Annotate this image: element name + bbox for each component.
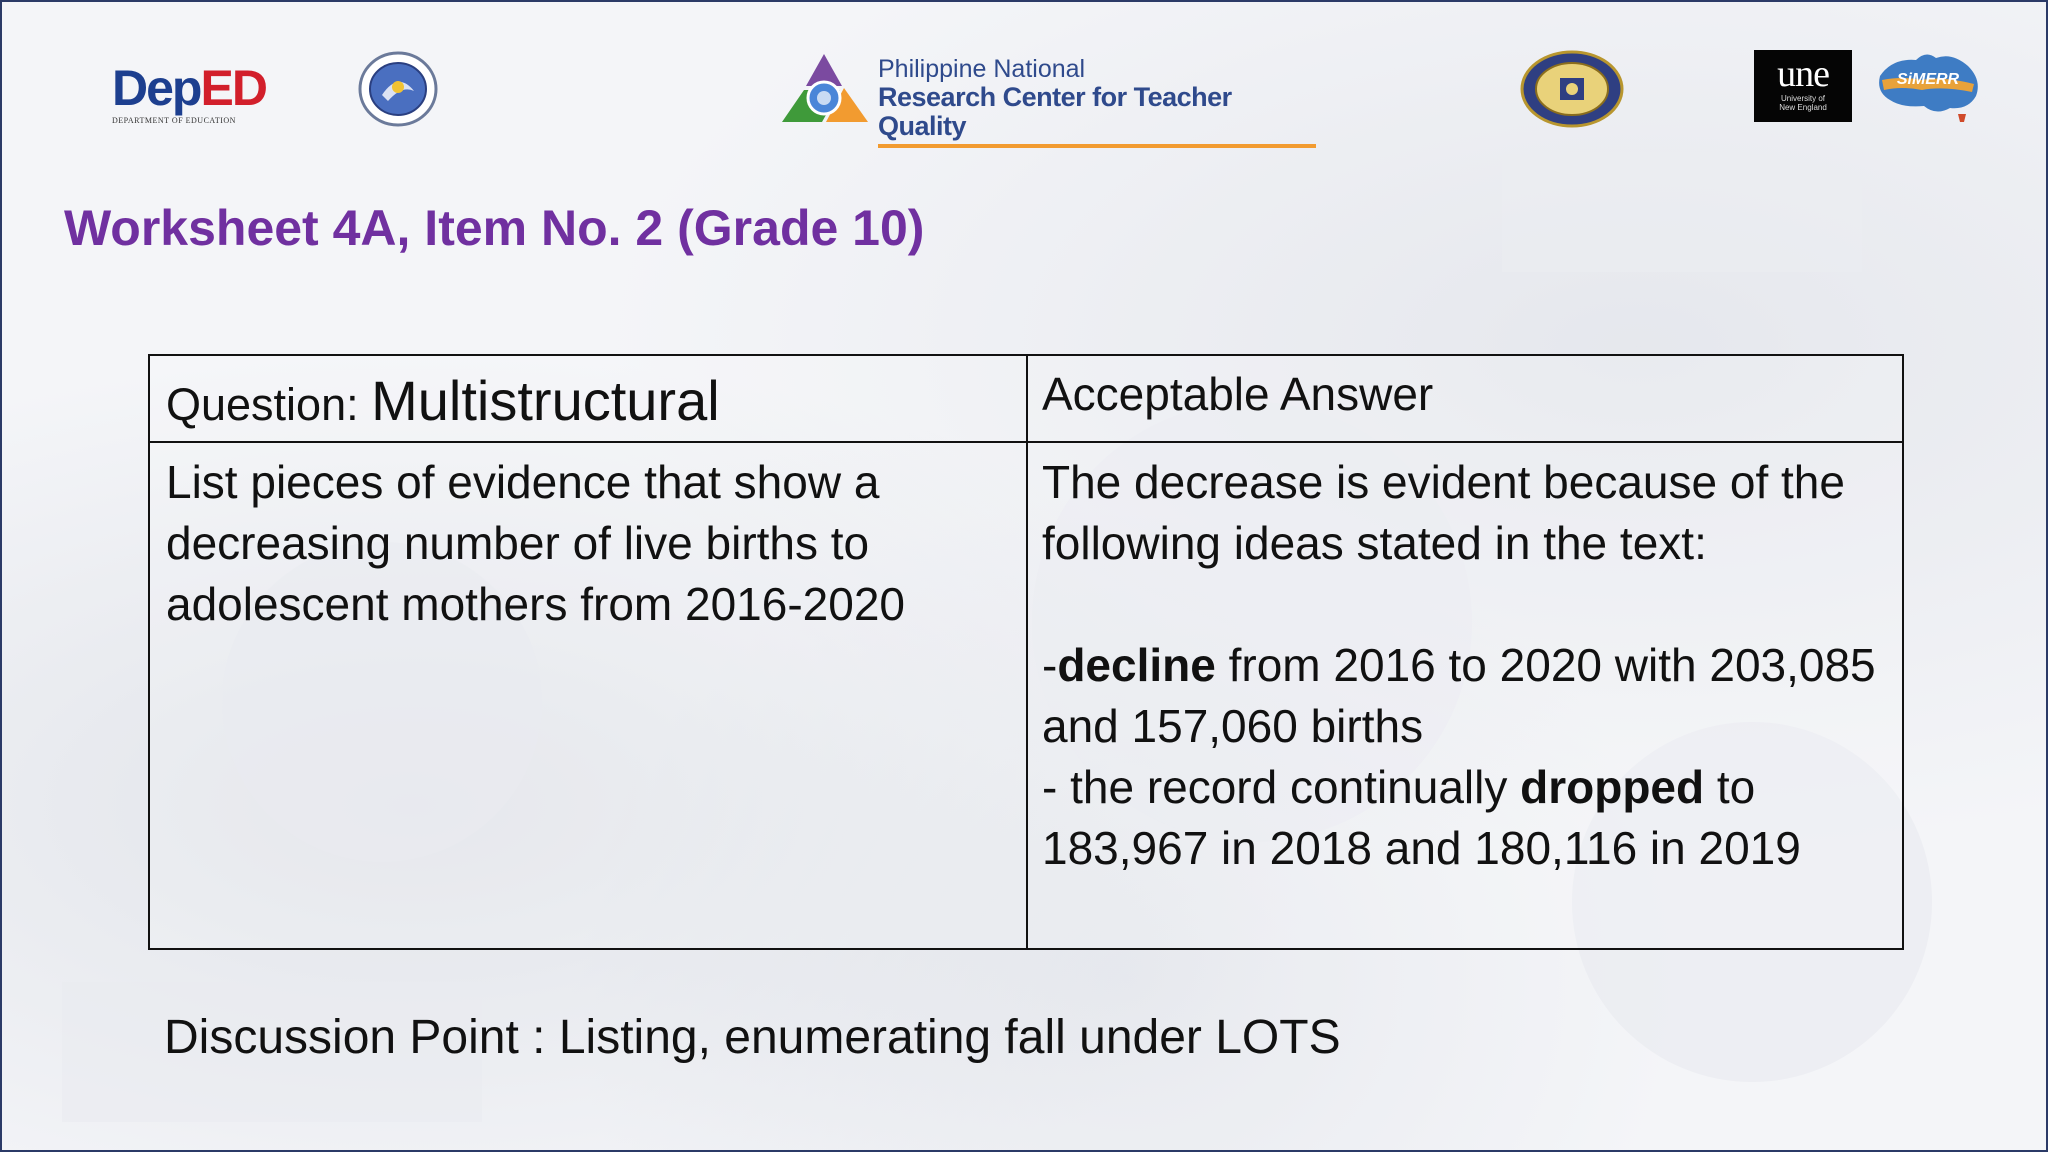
slide-title: Worksheet 4A, Item No. 2 (Grade 10) xyxy=(64,200,925,256)
discussion-point: Discussion Point : Listing, enumerating fall under LOTS xyxy=(164,1011,1341,1064)
simerr-australia-logo-icon xyxy=(1872,46,1984,126)
question-text: List pieces of evidence that show a decreasing number of live births to adolescent mothers from 2016-2020 xyxy=(166,456,905,630)
university-seal-icon xyxy=(1520,50,1624,128)
deped-logo xyxy=(112,62,272,132)
deped-logo-subtitle: DEPARTMENT OF EDUCATION xyxy=(112,116,236,125)
une-logo-sub1: University of xyxy=(1780,94,1825,103)
answer-intro: The decrease is evident because of the following ideas stated in the text: xyxy=(1042,456,1845,569)
question-label: Question: xyxy=(166,379,372,430)
table-row-divider xyxy=(150,441,1902,443)
keyword-dropped: dropped xyxy=(1520,761,1705,813)
rubric-table xyxy=(148,354,1904,950)
answer-point-2: - the record continually dropped to 183,967 in 2018 and 180,116 in 2019 xyxy=(1042,761,1801,874)
une-logo xyxy=(1754,50,1852,122)
une-logo-sub2: New England xyxy=(1779,103,1827,112)
pnrc-wordmark xyxy=(878,56,1318,148)
une-logo-word: une xyxy=(1777,53,1829,95)
table-header-answer: Acceptable Answer xyxy=(1042,368,1434,420)
table-header-question xyxy=(166,370,720,435)
pnrc-underline xyxy=(878,144,1316,148)
answer-point-1: -decline from 2016 to 2020 with 203,085 and 157,060 births xyxy=(1042,639,1876,752)
pnrc-triangle-logo-icon xyxy=(776,52,872,124)
pnrc-line2: Research Center for Teacher Quality xyxy=(878,82,1232,141)
table-column-divider xyxy=(1026,356,1028,948)
deped-logo-word: DepED xyxy=(112,60,266,116)
answer-cell xyxy=(1042,452,1892,879)
simerr-logo-word: SiMERR xyxy=(1896,71,1960,88)
agency-seal-icon xyxy=(358,51,438,127)
keyword-decline: decline xyxy=(1057,639,1216,691)
pnrc-line1: Philippine National xyxy=(878,55,1086,83)
question-type: Multistructural xyxy=(371,369,720,432)
answer-spacer xyxy=(1042,574,1892,635)
